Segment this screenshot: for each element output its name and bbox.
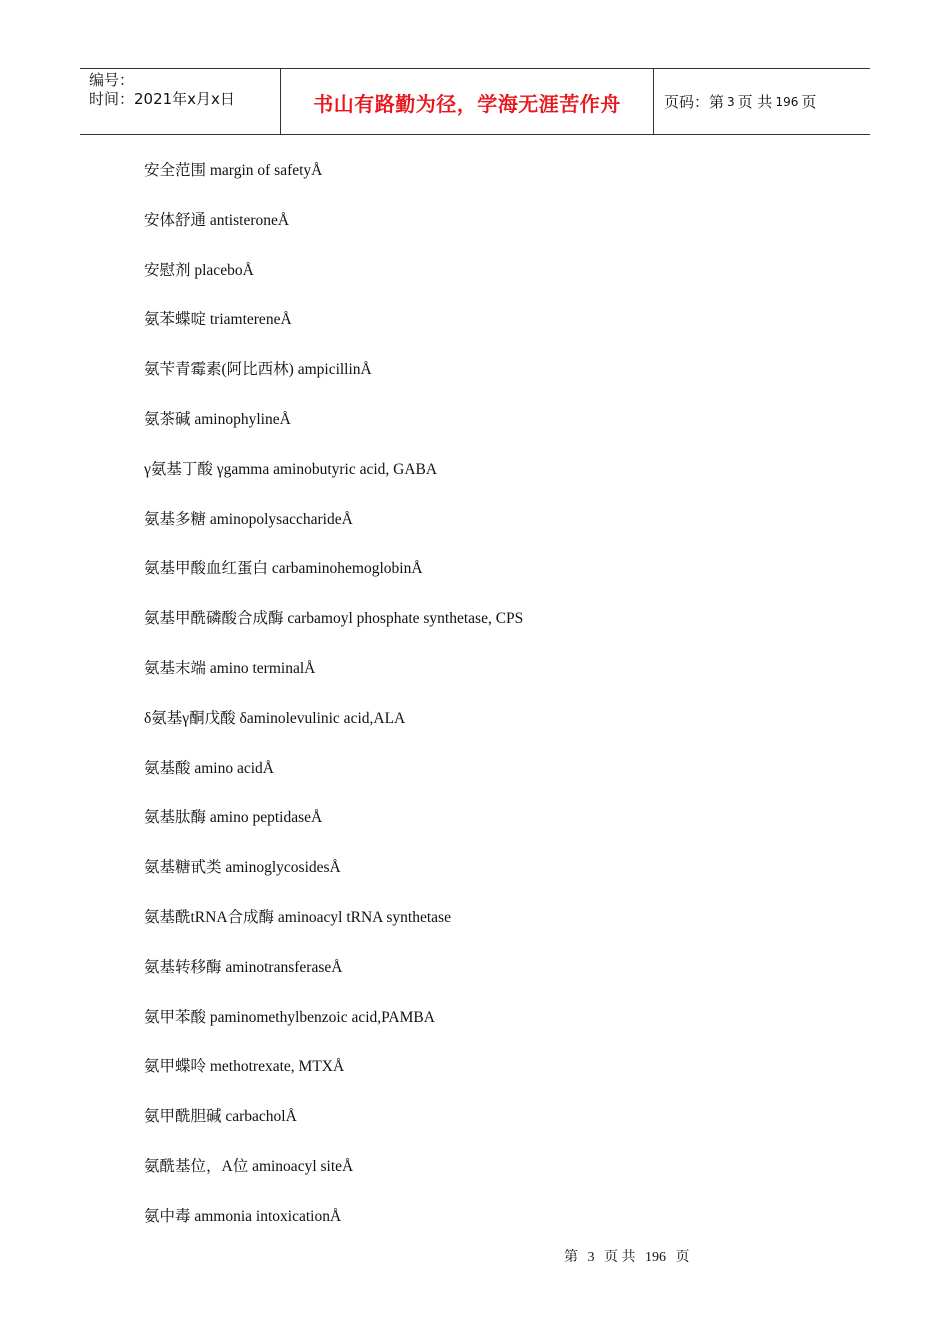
glossary-list bbox=[144, 160, 523, 1256]
glossary-entry: 氨茶碱 aminophylineÅ bbox=[144, 410, 291, 428]
header-motto-cell bbox=[281, 69, 654, 134]
glossary-entry: δ氨基γ酮戊酸 δaminolevulinic acid,ALA bbox=[144, 709, 406, 727]
glossary-entry: 氨基甲酰磷酸合成酶 carbamoyl phosphate synthetase, CPS bbox=[144, 610, 524, 628]
page-header bbox=[80, 68, 870, 135]
glossary-entry: 氨中毒 ammonia intoxicationÅ bbox=[144, 1207, 342, 1225]
page-suffix: 页 bbox=[801, 93, 817, 111]
header-page-cell bbox=[654, 69, 870, 134]
footer-prefix: 第 bbox=[564, 1250, 578, 1265]
glossary-entry: 安体舒通 antisteroneÅ bbox=[144, 211, 290, 229]
glossary-entry: 氨基酸 amino acidÅ bbox=[144, 759, 275, 777]
glossary-entry: 安慰剂 placeboÅ bbox=[144, 261, 254, 279]
code-label: 编号： bbox=[89, 71, 135, 89]
glossary-entry: 氨基肽酶 amino peptidaseÅ bbox=[144, 809, 323, 827]
glossary-entry: 安全范围 margin of safetyÅ bbox=[144, 162, 323, 179]
glossary-entry: 氨基糖甙类 aminoglycosidesÅ bbox=[144, 859, 341, 877]
footer-mid: 页 共 bbox=[604, 1250, 636, 1265]
time-label: 时间：2021年x月x日 bbox=[89, 90, 235, 108]
motto-text: 书山有路勤为径，学海无涯苦作舟 bbox=[313, 92, 621, 116]
glossary-entry: γ氨基丁酸 γgamma aminobutyric acid, GABA bbox=[144, 460, 438, 478]
glossary-entry: 氨苄青霉素(阿比西林) ampicillinÅ bbox=[144, 361, 372, 379]
glossary-entry: 氨甲苯酸 paminomethylbenzoic acid,PAMBA bbox=[144, 1008, 435, 1026]
glossary-entry: 氨甲蝶呤 methotrexate, MTXÅ bbox=[144, 1058, 345, 1076]
footer-suffix: 页 bbox=[675, 1250, 690, 1265]
glossary-entry: 氨基末端 amino terminalÅ bbox=[144, 659, 316, 677]
page-current: 3 bbox=[727, 94, 735, 109]
page-total: 196 bbox=[775, 94, 799, 109]
glossary-entry: 氨酰基位，A位 aminoacyl siteÅ bbox=[144, 1157, 354, 1175]
glossary-entry: 氨基多糖 aminopolysaccharideÅ bbox=[144, 510, 353, 528]
page-prefix: 页码：第 bbox=[664, 93, 725, 111]
footer-page-number bbox=[564, 1246, 690, 1266]
glossary-entry: 氨基转移酶 aminotransferaseÅ bbox=[144, 958, 343, 976]
glossary-entry: 氨甲酰胆碱 carbacholÅ bbox=[144, 1108, 297, 1126]
page-mid: 页 共 bbox=[737, 93, 773, 111]
glossary-entry: 氨基甲酸血红蛋白 carbaminohemoglobinÅ bbox=[144, 560, 423, 578]
footer-total: 196 bbox=[645, 1250, 666, 1265]
header-info-cell bbox=[80, 69, 281, 134]
glossary-entry: 氨苯蝶啶 triamtereneÅ bbox=[144, 311, 292, 329]
glossary-entry: 氨基酰tRNA合成酶 aminoacyl tRNA synthetase bbox=[144, 908, 451, 926]
footer-current: 3 bbox=[587, 1250, 595, 1265]
